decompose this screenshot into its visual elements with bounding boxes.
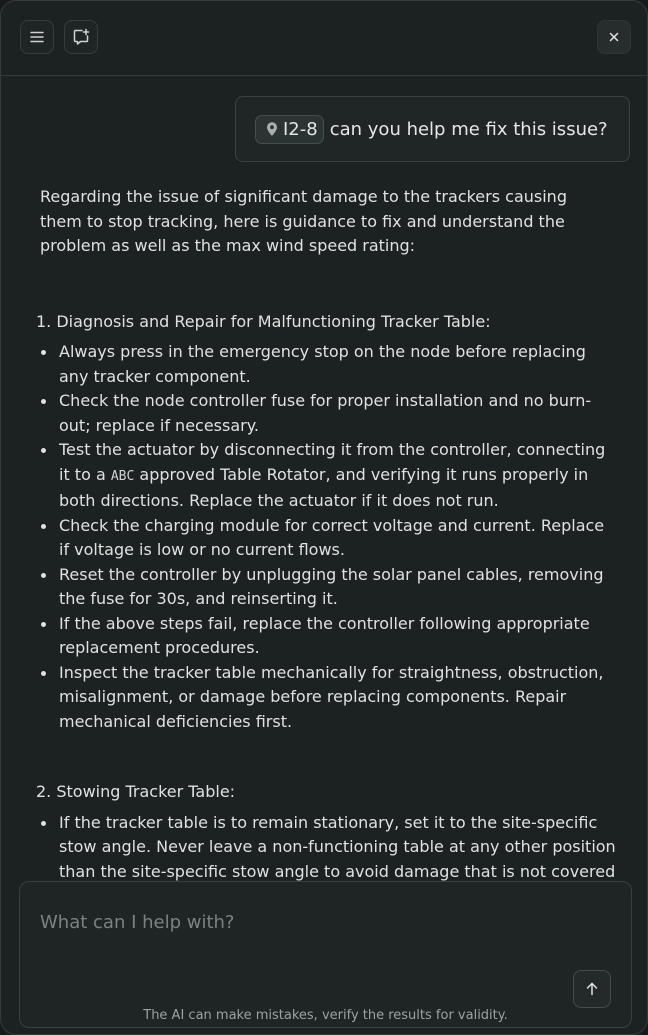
location-chip-label: I2-8 (283, 118, 318, 140)
list-item: If the tracker table is to remain stationary, set it to the site-specific stow angle. Never leave a non-functioning table at any other position than the site-specific stow angle to avoid damage that is not covered (59, 811, 619, 909)
list-item: If the above steps fail, replace the controller following appropriate replacement procedures. (59, 612, 619, 661)
chat-input[interactable] (20, 882, 560, 962)
message-list[interactable] (1, 77, 647, 881)
panel-header (1, 1, 647, 76)
user-message (235, 96, 630, 162)
disclaimer-text: The AI can make mistakes, verify the results for validity. (143, 1008, 508, 1023)
section-title: 1. Diagnosis and Repair for Malfunctioning Tracker Table: (36, 311, 491, 331)
list-item-text: approved Table Rotator, and verifying it runs properly in both directions. Replace the actuator if it does not run. (59, 464, 589, 510)
new-chat-icon (72, 28, 90, 46)
new-chat-button[interactable] (64, 20, 98, 54)
map-pin-icon (264, 121, 280, 137)
list-item: Reset the controller by unplugging the solar panel cables, removing the fuse for 30s, and reinserting it. (59, 563, 619, 612)
location-chip[interactable] (255, 115, 324, 144)
close-icon (605, 28, 623, 46)
list-item (59, 438, 619, 514)
user-message-text: can you help me fix this issue? (329, 118, 608, 140)
list-item-text: Test the actuator by disconnecting it from the controller, connecting it to a (59, 440, 606, 484)
menu-button[interactable] (20, 20, 54, 54)
list-item: Always press in the emergency stop on the node before replacing any tracker component. (59, 340, 619, 389)
hamburger-menu-icon (28, 28, 46, 46)
chat-composer (19, 881, 632, 1028)
list-item: Inspect the tracker table mechanically for straightness, obstruction, misalignment, or damage before replacing components. Repair mechanical deficiencies first. (59, 661, 619, 735)
list-item: Check the node controller fuse for proper installation and no burn-out; replace if necessary. (59, 389, 619, 438)
arrow-up-icon (584, 981, 600, 997)
section-list (1, 340, 647, 734)
reply-intro: Regarding the issue of significant damage to the trackers causing them to stop tracking, here is guidance to fix and understand the problem as well as the max wind speed rating: (40, 187, 567, 255)
assistant-reply (1, 185, 647, 909)
section-title: 2. Stowing Tracker Table: (36, 782, 236, 801)
inline-code: ABC (110, 468, 135, 484)
send-button[interactable] (573, 970, 611, 1008)
close-button[interactable] (597, 20, 631, 54)
list-item: Check the charging module for correct voltage and current. Replace if voltage is low or no current flows. (59, 514, 619, 563)
